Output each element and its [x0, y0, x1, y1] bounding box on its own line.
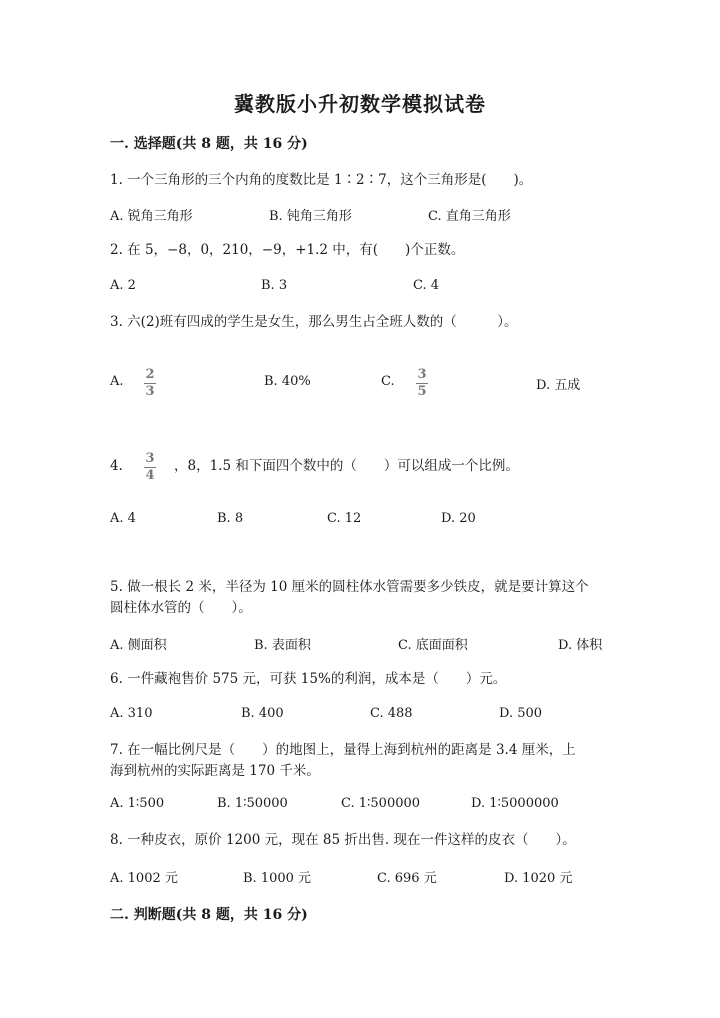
question-6-option-c: C. 488 — [370, 706, 413, 721]
question-5-option-b: B. 表面积 — [254, 638, 311, 653]
question-7-text-line-1: 7. 在一幅比例尺是（ ）的地图上，量得上海到杭州的距离是 3.4 厘米，上 — [110, 742, 576, 758]
fraction-denominator: 4 — [145, 468, 155, 483]
question-8-option-c: C. 696 元 — [377, 871, 437, 886]
question-8-option-b: B. 1000 元 — [243, 871, 312, 886]
question-4-option-d: D. 20 — [441, 511, 476, 526]
question-2-option-b: B. 3 — [261, 278, 288, 293]
question-4-number: 4. — [110, 458, 123, 474]
question-1-text: 1. 一个三角形的三个内角的度数比是 1∶2∶7，这个三角形是( )。 — [110, 172, 533, 188]
question-1-option-c: C. 直角三角形 — [428, 209, 511, 224]
question-4-option-c: C. 12 — [327, 511, 362, 526]
question-3-option-a: A. — [110, 374, 124, 389]
question-4-option-b: B. 8 — [217, 511, 244, 526]
question-2-text: 2. 在 5，−8，0，210，−9，+1.2 中，有( )个正数。 — [110, 242, 465, 258]
question-3-text: 3. 六(2)班有四成的学生是女生，那么男生占全班人数的（ ）。 — [110, 314, 518, 330]
section-heading-choice: 一. 选择题(共 8 题，共 16 分) — [110, 136, 308, 152]
fraction-denominator: 3 — [145, 384, 155, 399]
question-5-text-line-2: 圆柱体水管的（ ）。 — [110, 600, 252, 616]
question-2-option-c: C. 4 — [413, 278, 440, 293]
question-2-option-a: A. 2 — [110, 278, 136, 293]
question-3-option-b: B. 40% — [264, 374, 311, 389]
question-8-option-a: A. 1002 元 — [110, 871, 178, 886]
question-7-option-d: D. 1∶5000000 — [471, 796, 559, 811]
question-5-text-line-1: 5. 做一根长 2 米，半径为 10 厘米的圆柱体水管需要多少铁皮，就是要计算这个 — [110, 579, 589, 595]
question-6-option-d: D. 500 — [499, 706, 543, 721]
question-5-option-c: C. 底面面积 — [398, 638, 468, 653]
question-4-option-a: A. 4 — [110, 511, 136, 526]
question-7-option-a: A. 1∶500 — [110, 796, 165, 811]
question-5-option-d: D. 体积 — [558, 638, 603, 653]
fraction-numerator: 3 — [145, 451, 155, 466]
section-heading-judgment: 二. 判断题(共 8 题，共 16 分) — [110, 907, 308, 923]
question-5-option-a: A. 侧面积 — [110, 638, 167, 653]
fraction-denominator: 5 — [417, 384, 427, 399]
question-6-option-b: B. 400 — [241, 706, 284, 721]
fraction-numerator: 3 — [417, 367, 427, 382]
question-3-fraction-c — [416, 368, 428, 399]
question-4-text: ，8，1.5 和下面四个数中的（ ）可以组成一个比例。 — [174, 458, 519, 474]
question-3-fraction-a — [144, 368, 156, 399]
question-1-option-a: A. 锐角三角形 — [110, 209, 193, 224]
question-8-text: 8. 一种皮衣，原价 1200 元，现在 85 折出售. 现在一件这样的皮衣（ ）。 — [110, 832, 576, 848]
question-7-text-line-2: 海到杭州的实际距离是 170 千米。 — [110, 763, 320, 779]
fraction-numerator: 2 — [145, 367, 155, 382]
question-3-option-c: C. — [381, 374, 395, 389]
question-8-option-d: D. 1020 元 — [504, 871, 573, 886]
question-7-option-c: C. 1∶500000 — [341, 796, 421, 811]
question-6-option-a: A. 310 — [110, 706, 153, 721]
question-1-option-b: B. 钝角三角形 — [269, 209, 352, 224]
question-3-option-d: D. 五成 — [536, 378, 581, 393]
page-title: 冀教版小升初数学模拟试卷 — [234, 92, 486, 116]
question-4-fraction — [144, 452, 156, 483]
question-7-option-b: B. 1∶50000 — [217, 796, 288, 811]
question-6-text: 6. 一件藏袍售价 575 元，可获 15%的利润，成本是（ ）元。 — [110, 671, 507, 687]
